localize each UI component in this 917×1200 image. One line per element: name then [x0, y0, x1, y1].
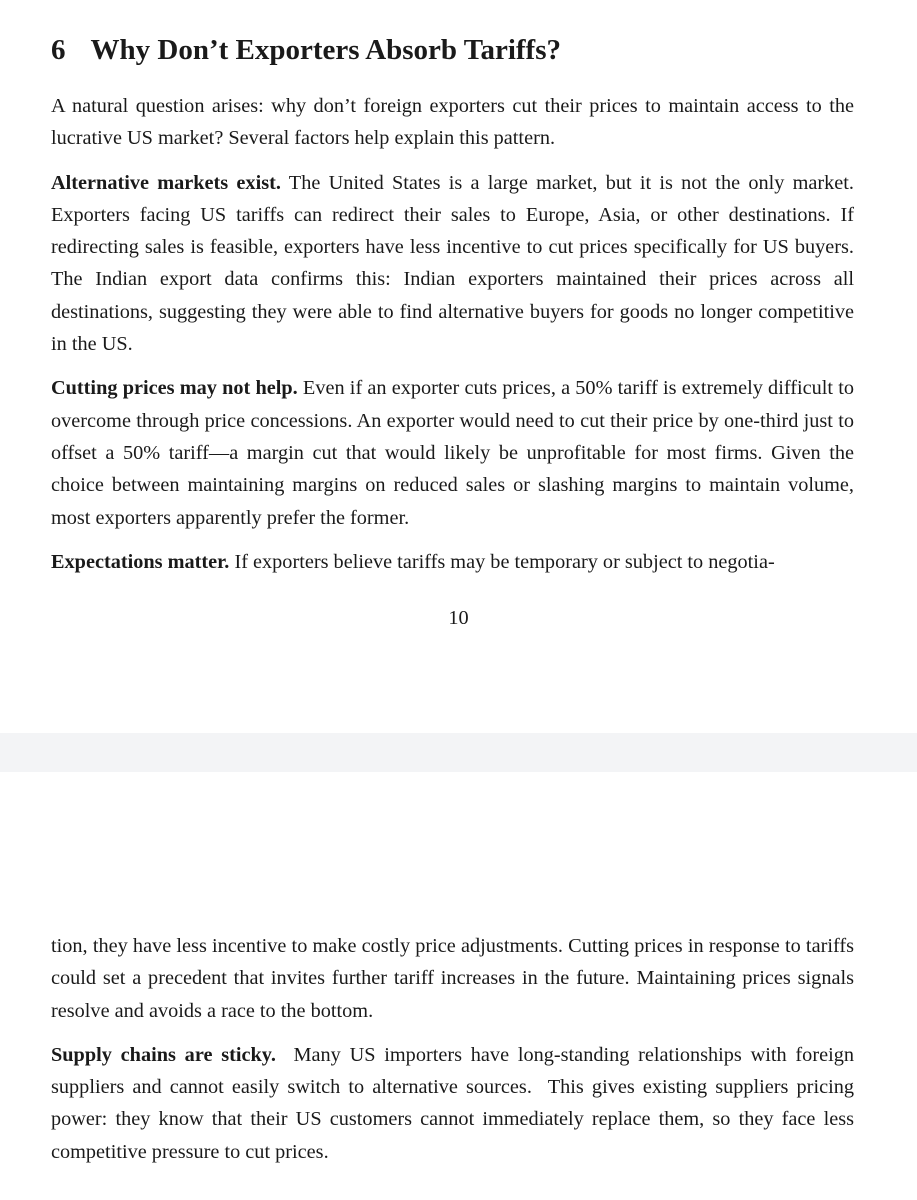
paragraph-body-expectations-part1: If exporters believe tariffs may be temporary or subject to negotia-: [229, 550, 775, 573]
section-title: Why Don’t Exporters Absorb Tariffs?: [90, 34, 561, 66]
paragraph-expectations-start: [51, 546, 854, 578]
paragraph-cutting-prices: [51, 372, 854, 533]
paragraph-heading-cutting-prices: Cutting prices may not help.: [51, 377, 298, 400]
paragraph-alternative-markets: [51, 167, 854, 361]
page-11: [0, 772, 917, 1200]
paragraph-body-supply-chains: Many US importers have long-standing relationships with foreign suppliers and cannot easily switch to alternative sources. This gives existing suppliers pricing power: they know that their US customers cannot immediately replace them, so they face less competitive pressure to cut prices.: [51, 1043, 860, 1163]
page-number: 10: [448, 607, 469, 629]
section-number: 6: [51, 34, 66, 66]
page-10-body: [51, 90, 854, 590]
paragraph-heading-supply-chains: Supply chains are sticky.: [51, 1043, 276, 1066]
paragraph-supply-chains: [51, 1039, 860, 1168]
paragraph-body-cutting-prices: Even if an exporter cuts prices, a 50% tariff is extremely difficult to overcome through price concessions. An exporter would need to cut their price by one-third just to offset a 50% tariff—a margin cut that would likely be unprofitable for most firms. Given the choice between maintaining margins on reduced sales or slashing margins to maintain volume, most exporters apparently prefer the former.: [51, 377, 855, 529]
paragraph-body-alternative-markets: The United States is a large market, but it is not the only market. Exporters facing US tariffs can redirect their sales to Europe, Asia, or other destinations. If redirecting sales is feasible, exporters have less incentive to cut prices specifically for US buyers. The Indian export data confirms this: Indian exporters maintained their prices across all destinations, suggesting they were able to find alternative buyers for goods no longer competitive in the US.: [51, 171, 854, 356]
section-heading: [51, 30, 561, 70]
paragraph-heading-expectations: Expectations matter.: [51, 550, 230, 573]
page-separator: [0, 733, 917, 772]
paragraph-heading-alternative-markets: Alternative markets exist.: [51, 171, 281, 194]
paragraph-expectations-continued: tion, they have less incentive to make costly price adjustments. Cutting prices in response to tariffs could set a precedent that invites further tariff increases in the future. Maintaining prices signals resolve and avoids a race to the bottom.: [51, 935, 854, 1022]
page-11-body: [51, 930, 860, 1180]
paragraph-intro: A natural question arises: why don’t foreign exporters cut their prices to maintain access to the lucrative US market? Several factors help explain this pattern.: [51, 95, 854, 150]
